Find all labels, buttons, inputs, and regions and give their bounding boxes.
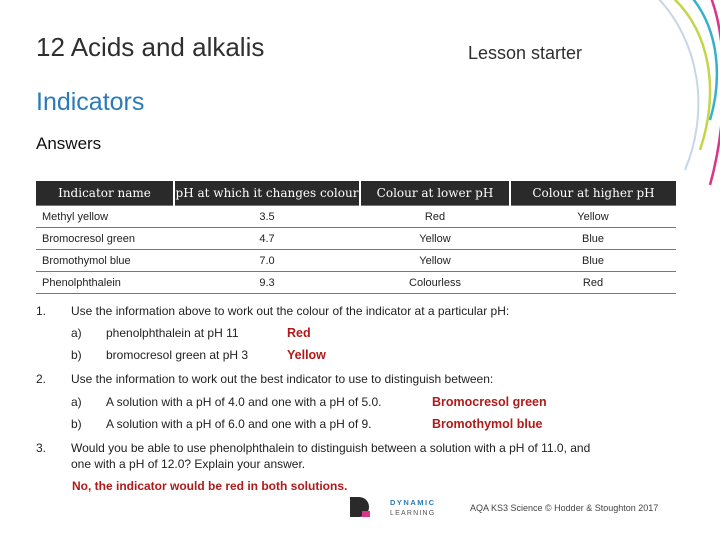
table-cell: Blue: [510, 250, 676, 272]
table-cell: Colourless: [360, 272, 510, 294]
sub-question-text: bromocresol green at pH 3: [106, 348, 249, 362]
question-text: one with a pH of 12.0? Explain your answer.: [71, 457, 306, 471]
sub-question-letter: a): [71, 395, 82, 409]
table-cell: Red: [360, 206, 510, 228]
answers-subheading: Answers: [36, 134, 102, 153]
table-row: [36, 228, 676, 250]
table-cell: Yellow: [360, 228, 510, 250]
question-number: 3.: [36, 441, 47, 455]
answer-text: Yellow: [287, 348, 326, 362]
column-header: Colour at lower pH: [360, 181, 510, 206]
column-header: Colour at higher pH: [510, 181, 676, 206]
question-number: 1.: [36, 304, 47, 318]
question-text: Use the information to work out the best indicator to use to distinguish between:: [71, 372, 494, 386]
section-heading: Indicators: [36, 88, 145, 116]
question-text: Would you be able to use phenolphthalein to distinguish between a solution with a pH of 11.0, and: [71, 441, 591, 455]
table-cell: Phenolphthalein: [36, 272, 174, 294]
answer-text: Bromothymol blue: [432, 417, 543, 431]
dynamic-learning-logo: [348, 495, 448, 519]
copyright-credit: AQA KS3 Science © Hodder & Stoughton 2017: [470, 503, 659, 513]
answer-text: No, the indicator would be red in both solutions.: [72, 479, 348, 493]
svg-text:DYNAMIC: DYNAMIC: [390, 498, 436, 507]
table-row: [36, 206, 676, 228]
table-row: [36, 250, 676, 272]
table-cell: 9.3: [174, 272, 360, 294]
table-cell: Bromocresol green: [36, 228, 174, 250]
column-header: pH at which it changes colour: [174, 181, 360, 206]
column-header: Indicator name: [36, 181, 174, 206]
sub-question-text: phenolphthalein at pH 11: [106, 326, 239, 340]
sub-question-letter: b): [71, 348, 82, 362]
table-cell: 4.7: [174, 228, 360, 250]
sub-question-letter: a): [71, 326, 82, 340]
table-cell: Yellow: [510, 206, 676, 228]
table-cell: Yellow: [360, 250, 510, 272]
question-number: 2.: [36, 372, 47, 386]
sub-question-text: A solution with a pH of 6.0 and one with a pH of 9.: [106, 417, 372, 431]
sub-question-text: A solution with a pH of 4.0 and one with a pH of 5.0.: [106, 395, 382, 409]
table-row: [36, 272, 676, 294]
table-cell: 3.5: [174, 206, 360, 228]
table-cell: Blue: [510, 228, 676, 250]
page-title: 12 Acids and alkalis: [36, 32, 265, 62]
lesson-label: Lesson starter: [468, 43, 583, 63]
answer-text: Bromocresol green: [432, 395, 547, 409]
table-cell: 7.0: [174, 250, 360, 272]
svg-text:LEARNING: LEARNING: [390, 510, 436, 517]
answer-text: Red: [287, 326, 311, 340]
decorative-arcs: [560, 0, 720, 190]
question-text: Use the information above to work out the colour of the indicator at a particular pH:: [71, 304, 510, 318]
table-cell: Bromothymol blue: [36, 250, 174, 272]
table-header-row: [36, 181, 676, 206]
indicator-table: [36, 181, 676, 294]
sub-question-letter: b): [71, 417, 82, 431]
table-cell: Methyl yellow: [36, 206, 174, 228]
table-cell: Red: [510, 272, 676, 294]
